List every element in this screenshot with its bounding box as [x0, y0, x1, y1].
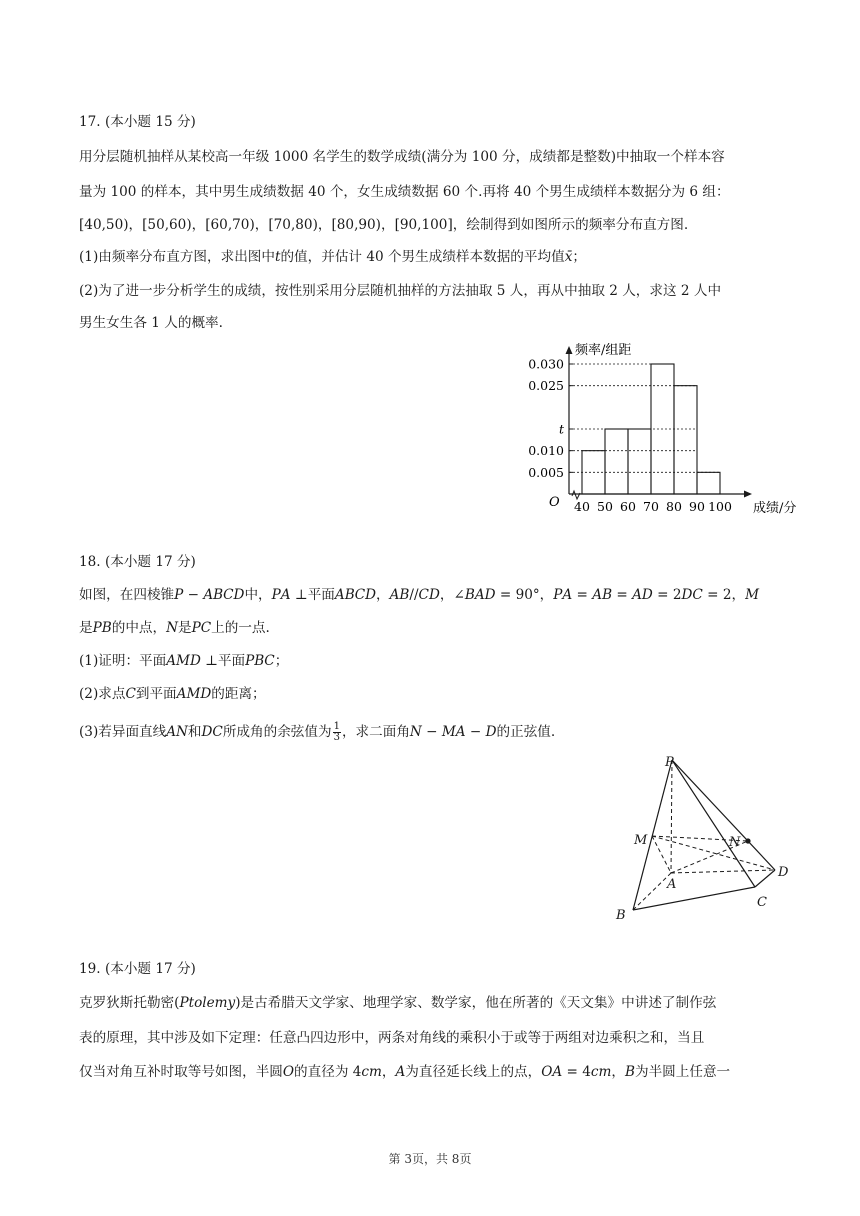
q18-text-line-1: 如图，在四棱锥𝑃 − 𝐴𝐵𝐶𝐷中，𝑃𝐴 ⊥平面𝐴𝐵𝐶𝐷，𝐴𝐵//𝐶𝐷，∠𝐵𝐴𝐷 = 90°，𝑃𝐴 = 𝐴𝐵 = 𝐴𝐷 = 2𝐷𝐶 = 2，𝑀: [79, 587, 759, 603]
q17-text-line-1: 用分层随机抽样从某校高一年级 1000 名学生的数学成绩(满分为 100 分，成绩都是整数)中抽取一个样本容: [79, 149, 725, 165]
point-n-dot: [745, 838, 750, 843]
q17-part-1: [79, 247, 789, 267]
q19-text-line-2: 表的原理，其中涉及如下定理：任意凸四边形中，两条对角线的乘积小于或等于两组对边乘积之和，当且: [79, 1030, 705, 1046]
x-tick-label: 50: [597, 499, 613, 514]
edge-cd: [755, 870, 775, 887]
q17-text-line-2: 量为 100 的样本，其中男生成绩数据 40 个，女生成绩数据 60 个.再将 40 个男生成绩样本数据分为 6 组：: [79, 184, 730, 200]
x-tick-label: 100: [708, 499, 732, 514]
q18-part-3: [79, 722, 789, 743]
x-tick-label: 40: [574, 499, 590, 514]
label-c: C: [757, 895, 767, 910]
q18-part-2: (2)求点𝐶到平面𝐴𝑀𝐷的距离；: [79, 686, 266, 702]
label-n: N: [729, 835, 741, 850]
q17-part-2-line-2: 男生女生各 1 人的概率.: [79, 315, 223, 331]
q17-part-1-text-a: (1)由频率分布直方图，求出图中: [79, 249, 275, 265]
histogram-bar: [674, 386, 697, 494]
x-tick-label: 70: [643, 499, 659, 514]
q17-part-1-text-b: 的值，并估计 40 个男生成绩样本数据的平均值: [280, 249, 565, 265]
segment-ma-hidden: [652, 836, 671, 873]
q17-xbar: x̄: [564, 249, 573, 265]
fraction-one-third: [333, 722, 341, 743]
y-tick-label: 0.005: [528, 464, 564, 480]
q18-header: 18. (本小题 17 分): [79, 554, 196, 570]
histogram-bar: [697, 472, 720, 494]
pyramid-figure: [605, 748, 805, 928]
q17-var-t: t: [274, 249, 281, 265]
x-tick-label: 90: [689, 499, 705, 514]
edge-bc: [633, 887, 755, 910]
y-axis-arrow: [566, 346, 573, 354]
label-a: A: [667, 877, 677, 892]
label-b: B: [616, 908, 626, 923]
y-tick-label: 0.025: [528, 378, 564, 394]
label-d: D: [778, 865, 789, 880]
q18-part-3-text-a: (3)若异面直线𝐴𝑁和𝐷𝐶所成角的余弦值为: [79, 724, 332, 740]
y-tick-label: 0.030: [528, 356, 564, 372]
fraction-numerator: 1: [333, 721, 340, 732]
q17-part-1-end: ；: [572, 249, 586, 265]
y-tick-label: t: [558, 421, 564, 437]
label-p: P: [665, 755, 674, 770]
q17-text-line-3: [40,50)，[50,60)，[60,70)，[70,80)，[80,90)，[90,100]，绘制得到如图所示的频率分布直方图.: [79, 217, 689, 233]
x-axis-arrow: [744, 491, 752, 498]
q19-text-line-1: 克罗狄斯托勒密(𝑃𝑡𝑜𝑙𝑒𝑚𝑦)是古希腊天文学家、地理学家、数学家，他在所著的《天文集》中讲述了制作弦: [79, 995, 717, 1011]
edge-ad-hidden: [671, 870, 775, 873]
x-axis-break: [572, 491, 580, 499]
y-axis-label: 频率/组距: [575, 343, 632, 358]
q18-part-1: (1)证明：平面𝐴𝑀𝐷 ⊥平面𝑃𝐵𝐶；: [79, 653, 289, 669]
q17-part-2-line-1: (2)为了进一步分析学生的成绩，按性别采用分层随机抽样的方法抽取 5 人，再从中抽取 2 人，求这 2 人中: [79, 283, 722, 299]
x-tick-label: 80: [666, 499, 682, 514]
segment-md-hidden: [652, 836, 775, 870]
edge-pa-hidden: [671, 760, 672, 873]
y-tick-label: 0.010: [528, 443, 564, 459]
frequency-histogram: [512, 334, 802, 520]
edge-pd: [672, 760, 775, 870]
page-footer: 第 3页，共 8页: [388, 1152, 472, 1166]
q18-text-line-2: 是𝑃𝐵的中点，𝑁是𝑃𝐶上的一点.: [79, 620, 270, 636]
q18-part-3-text-b: ，求二面角𝑁 − 𝑀𝐴 − 𝐷的正弦值.: [341, 724, 556, 740]
fraction-denominator: 3: [333, 732, 340, 743]
x-axis-label: 成绩/分: [753, 501, 797, 516]
histogram-bar: [628, 429, 651, 494]
q17-header: 17. (本小题 15 分): [79, 114, 196, 130]
x-tick-label: 60: [620, 499, 636, 514]
q19-header: 19. (本小题 17 分): [79, 961, 196, 977]
label-m: M: [634, 833, 648, 848]
q19-text-line-3: 仅当对角互补时取等号如图，半圆𝑂的直径为 4𝑐𝑚，𝐴为直径延长线上的点，𝑂𝐴 = 4𝑐𝑚，𝐵为半圆上任意一: [79, 1064, 731, 1080]
origin-label: O: [549, 495, 560, 510]
histogram-bar: [605, 429, 628, 494]
